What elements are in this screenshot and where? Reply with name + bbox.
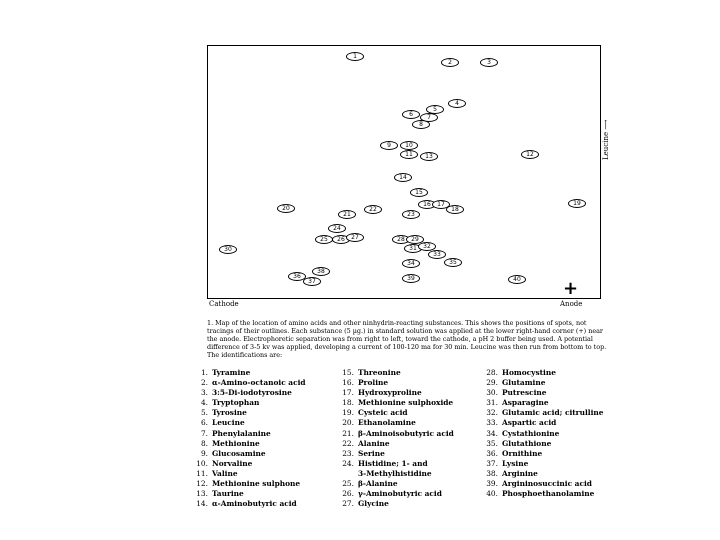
legend-number: 20. xyxy=(342,418,354,428)
legend-number: 18. xyxy=(342,398,354,408)
legend-item xyxy=(191,368,306,378)
spot-15: 15 xyxy=(410,188,428,197)
spot-11: 11 xyxy=(400,150,418,159)
legend-number: 25. xyxy=(342,479,354,489)
legend-item xyxy=(481,388,603,398)
legend-name: Glutamine xyxy=(502,378,546,388)
legend-name: Cystathionine xyxy=(502,428,560,438)
spot-27: 27 xyxy=(346,233,364,242)
legend-number: 19. xyxy=(342,408,354,418)
legend-number: 10. xyxy=(196,458,208,468)
spot-35: 35 xyxy=(444,258,462,267)
spot-40: 40 xyxy=(508,275,526,284)
legend-name: Homocystine xyxy=(502,368,556,377)
legend-number: 32. xyxy=(486,408,498,418)
legend-number: 35. xyxy=(486,438,498,448)
legend-name: Taurine xyxy=(212,489,244,499)
legend-item xyxy=(337,388,454,398)
spot-10: 10 xyxy=(400,141,418,150)
spot-21: 21 xyxy=(338,210,356,219)
legend-name: Serine xyxy=(358,448,385,458)
legend-name: β-Aminoisobutyric acid xyxy=(358,428,454,438)
spot-16: 16 xyxy=(418,200,436,209)
legend-number: 37. xyxy=(486,458,498,468)
spot-1: 1 xyxy=(346,52,364,61)
spot-30: 30 xyxy=(219,245,237,254)
legend-item xyxy=(191,418,306,428)
slide-title: High Voltage EP: xyxy=(44,6,222,32)
legend-item xyxy=(481,449,603,459)
spot-5: 5 xyxy=(426,105,444,114)
legend-number: 31. xyxy=(486,398,498,408)
legend-number: 39. xyxy=(486,479,498,489)
legend-number: 28. xyxy=(486,368,498,377)
legend-column-2 xyxy=(337,368,454,509)
legend-item xyxy=(191,469,306,479)
spot-4: 4 xyxy=(448,99,466,108)
legend-number: 12. xyxy=(196,479,208,489)
legend-number: 26. xyxy=(342,489,354,499)
legend-name: α-Amino-octanoic acid xyxy=(212,378,306,388)
legend-name: Ornithine xyxy=(502,448,543,458)
spot-37: 37 xyxy=(303,277,321,286)
legend-name: Argininosuccinic acid xyxy=(502,479,592,489)
legend-name: Tryptophan xyxy=(212,398,260,408)
legend-item xyxy=(337,429,454,439)
legend-item xyxy=(191,439,306,449)
legend-name: Lysine xyxy=(502,458,529,468)
spot-20: 20 xyxy=(277,204,295,213)
legend-item xyxy=(191,449,306,459)
origin-plus-marker: + xyxy=(563,278,579,299)
legend-item xyxy=(337,418,454,428)
legend-name: Ethanolamine xyxy=(358,418,416,428)
legend-number: 34. xyxy=(486,428,498,438)
legend-number: 38. xyxy=(486,468,498,478)
legend-item xyxy=(191,499,306,509)
legend-number: 15. xyxy=(342,368,354,377)
legend-name: Glutathione xyxy=(502,438,552,448)
legend-item xyxy=(191,398,306,408)
spot-34: 34 xyxy=(402,259,420,268)
legend-number: 6. xyxy=(200,418,208,428)
legend-number: 9. xyxy=(200,448,208,458)
legend-number: 30. xyxy=(486,388,498,398)
spot-38: 38 xyxy=(312,267,330,276)
legend-name: 3-Methylhistidine xyxy=(358,468,432,478)
spot-6: 6 xyxy=(402,110,420,119)
legend-item xyxy=(191,459,306,469)
legend-number: 14. xyxy=(196,499,208,509)
spot-22: 22 xyxy=(364,205,382,214)
legend-item xyxy=(481,408,603,418)
legend-item xyxy=(337,469,454,479)
legend-number: 2. xyxy=(200,378,208,388)
legend-item xyxy=(337,489,454,499)
legend-name: Valine xyxy=(212,468,238,478)
spot-29: 29 xyxy=(406,235,424,244)
legend-number: 7. xyxy=(200,428,208,438)
legend-number: 13. xyxy=(196,489,208,499)
anode-label: Anode xyxy=(560,300,583,308)
spot-36: 36 xyxy=(288,272,306,281)
legend-name: Phosphoethanolamine xyxy=(502,489,595,499)
legend-item xyxy=(337,398,454,408)
spot-9: 9 xyxy=(380,141,398,150)
legend-name: α-Aminobutyric acid xyxy=(212,499,297,509)
legend-number: 1. xyxy=(200,368,208,377)
legend-name: Alanine xyxy=(358,438,390,448)
spot-23: 23 xyxy=(402,210,420,219)
legend-item xyxy=(481,378,603,388)
legend-number: 4. xyxy=(200,398,208,408)
legend-number: 16. xyxy=(342,378,354,388)
spot-33: 33 xyxy=(428,250,446,259)
legend-item xyxy=(481,368,603,378)
legend-item xyxy=(337,499,454,509)
legend-name: Threonine xyxy=(358,368,401,377)
electrophoresis-map xyxy=(207,45,601,299)
legend-name: Aspartic acid xyxy=(502,418,557,428)
legend-number: 24. xyxy=(342,458,354,468)
legend-name: Glucosamine xyxy=(212,448,266,458)
legend-item xyxy=(481,469,603,479)
legend-item xyxy=(337,479,454,489)
spot-3: 3 xyxy=(480,58,498,67)
leucine-axis-label: Leucine ⟶ xyxy=(602,119,610,160)
legend-item xyxy=(191,408,306,418)
legend-name: Methionine sulphoxide xyxy=(358,398,454,408)
legend-item xyxy=(481,459,603,469)
legend-item xyxy=(481,439,603,449)
legend-item xyxy=(191,429,306,439)
legend-number: 21. xyxy=(342,428,354,438)
legend-name: Putrescine xyxy=(502,388,547,398)
legend-name: γ-Aminobutyric acid xyxy=(358,489,442,499)
legend-item xyxy=(481,479,603,489)
legend-number: 33. xyxy=(486,418,498,428)
legend-item xyxy=(191,378,306,388)
legend-name: Proline xyxy=(358,378,389,388)
legend-name: Cysteic acid xyxy=(358,408,408,418)
spot-25: 25 xyxy=(315,235,333,244)
spot-24: 24 xyxy=(328,224,346,233)
legend-name: Glutamic acid; citrulline xyxy=(502,408,604,418)
legend-number: 23. xyxy=(342,448,354,458)
cathode-label: Cathode xyxy=(209,300,239,308)
spot-31: 31 xyxy=(404,244,422,253)
legend-name: 3:5-Di-iodotyrosine xyxy=(212,388,292,398)
spot-17: 17 xyxy=(432,200,450,209)
legend-name: Tyrosine xyxy=(212,408,247,418)
spot-8: 8 xyxy=(412,120,430,129)
spot-12: 12 xyxy=(521,150,539,159)
legend-item xyxy=(481,429,603,439)
legend-item xyxy=(481,418,603,428)
legend-number: 8. xyxy=(200,438,208,448)
legend-name: Asparagine xyxy=(502,398,549,408)
spot-28: 28 xyxy=(392,235,410,244)
legend-name: Norvaline xyxy=(212,458,253,468)
legend-number: 17. xyxy=(342,388,354,398)
legend-name: Methionine xyxy=(212,438,260,448)
legend-item xyxy=(337,378,454,388)
legend-name: Methionine sulphone xyxy=(212,479,301,489)
legend-item xyxy=(191,388,306,398)
legend-number: 11. xyxy=(196,468,208,478)
spot-32: 32 xyxy=(418,242,436,251)
legend-item xyxy=(337,459,454,469)
legend-number: 27. xyxy=(342,499,354,509)
legend-name: Histidine; 1- and xyxy=(358,458,428,468)
spot-26: 26 xyxy=(332,235,350,244)
legend-item xyxy=(481,489,603,499)
legend-item xyxy=(337,439,454,449)
legend-name: Leucine xyxy=(212,418,245,428)
legend-item xyxy=(337,408,454,418)
legend-item xyxy=(191,489,306,499)
legend-name: Tyramine xyxy=(212,368,251,377)
legend-number: 40. xyxy=(486,489,498,499)
spot-13: 13 xyxy=(420,152,438,161)
legend-number: 36. xyxy=(486,448,498,458)
spot-7: 7 xyxy=(420,113,438,122)
legend-item xyxy=(337,449,454,459)
figure-caption: 1. Map of the location of amino acids and other ninhydrin-reacting substances. This shows the positions of spots, not tracings of their outlines. Each substance (5 µg.) in standard solution was applied at the lower right-hand corner (+) near the anode. Electrophoretic separation was from right to left, toward the cathode, a pH 2 buffer being used. A potential difference of 3-5 kv was applied, developing a current of 100-120 ma for 30 min. Leucine was then run from bottom to top. The identifications are: xyxy=(207,319,607,359)
legend-name: Hydroxyproline xyxy=(358,388,422,398)
spot-14: 14 xyxy=(394,173,412,182)
spot-18: 18 xyxy=(446,205,464,214)
legend-name: β-Alanine xyxy=(358,479,398,489)
legend-number: 29. xyxy=(486,378,498,388)
legend-name: Arginine xyxy=(502,468,538,478)
legend-number: 5. xyxy=(200,408,208,418)
legend-item xyxy=(191,479,306,489)
legend-column-3 xyxy=(481,368,603,499)
legend-name: Glycine xyxy=(358,499,389,509)
legend-column-1 xyxy=(191,368,306,509)
legend-item xyxy=(481,398,603,408)
spot-2: 2 xyxy=(441,58,459,67)
spot-19: 19 xyxy=(568,199,586,208)
legend-number: 22. xyxy=(342,438,354,448)
legend-item xyxy=(337,368,454,378)
spot-39: 39 xyxy=(402,274,420,283)
legend-name: Phenylalanine xyxy=(212,428,271,438)
legend-number: 3. xyxy=(200,388,208,398)
